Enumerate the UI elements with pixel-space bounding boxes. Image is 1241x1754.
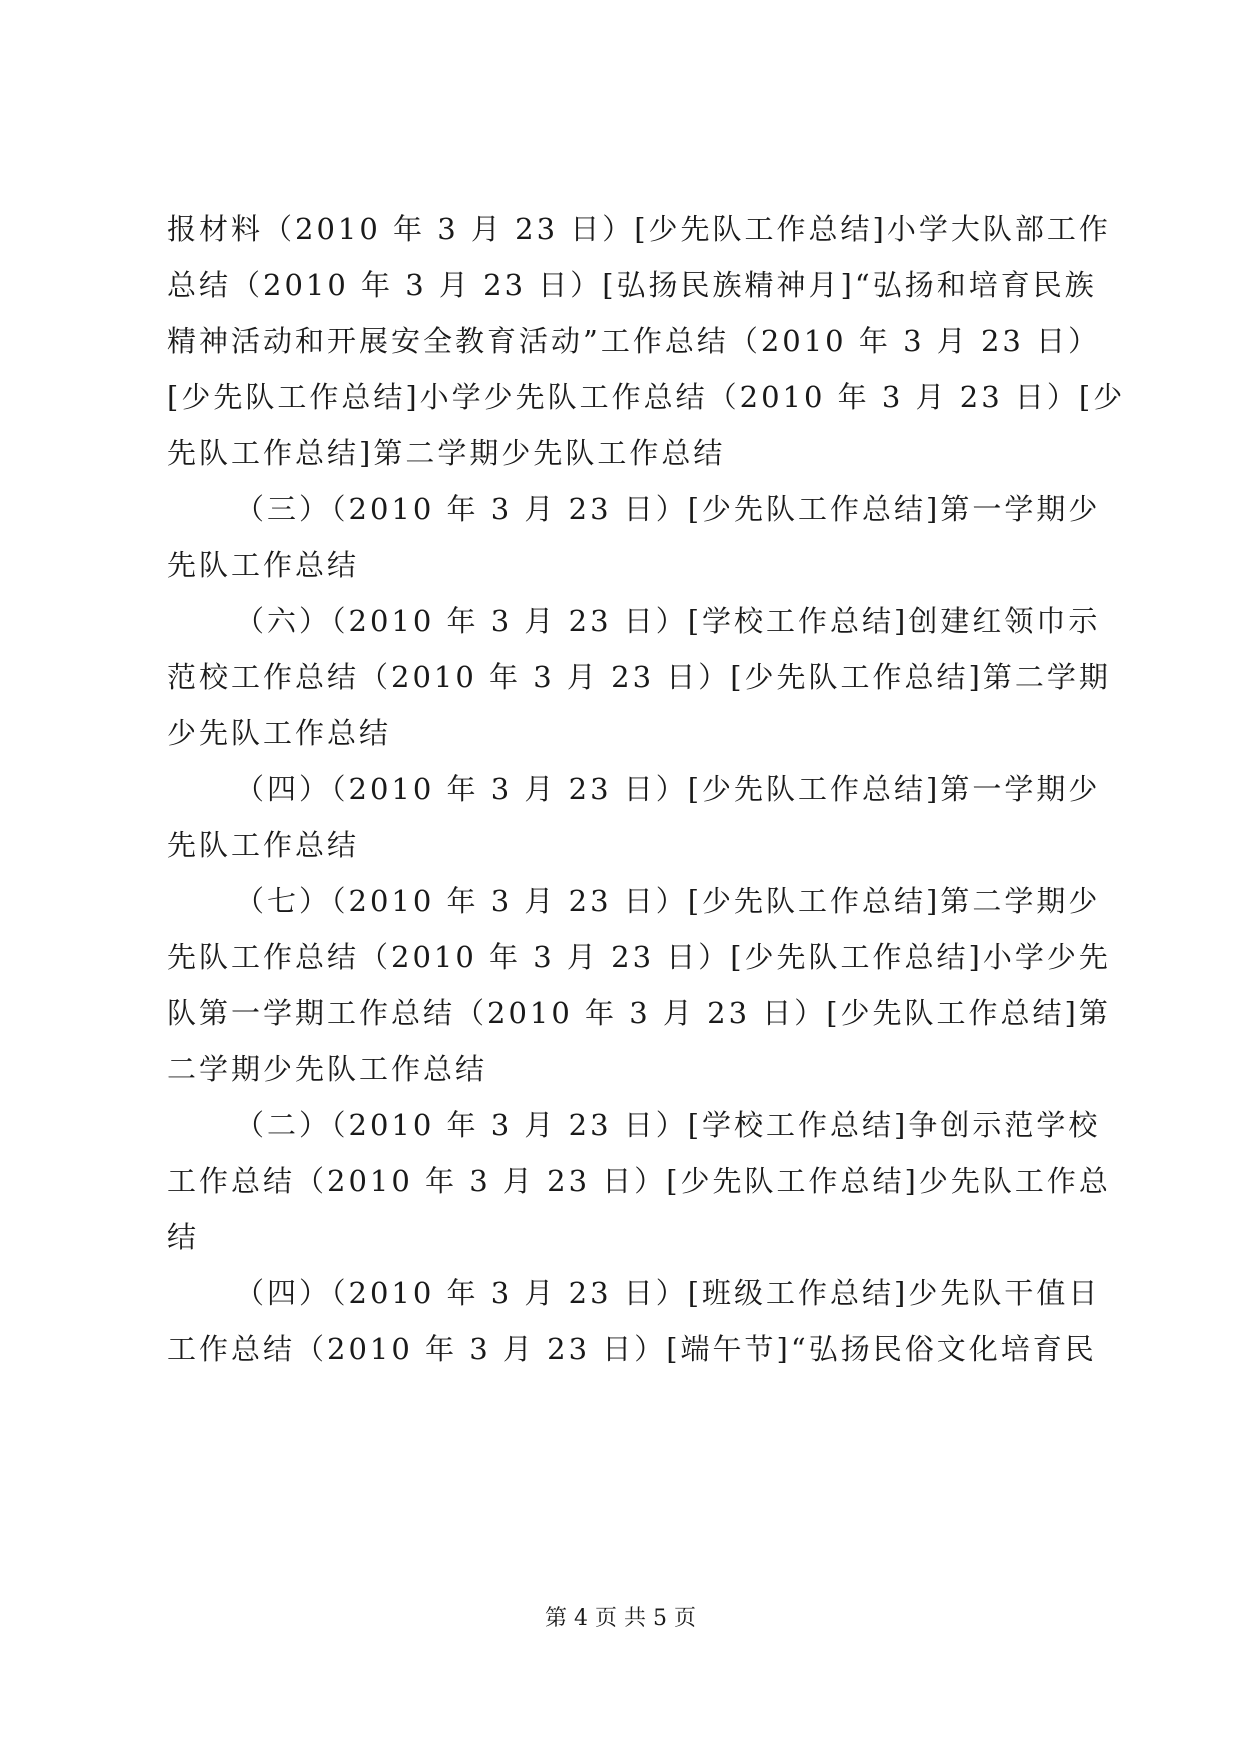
body-line: 精神活动和开展安全教育活动”工作总结（2010 年 3 月 23 日） bbox=[167, 324, 1101, 358]
body-line: 总结（2010 年 3 月 23 日）[弘扬民族精神月]“弘扬和培育民族 bbox=[167, 268, 1097, 302]
page-number-footer: 第 4 页 共 5 页 bbox=[545, 1606, 696, 1631]
body-line: （四）（2010 年 3 月 23 日）[班级工作总结]少先队干值日 bbox=[235, 1276, 1101, 1310]
body-line: 结 bbox=[167, 1220, 200, 1254]
body-line: 范校工作总结（2010 年 3 月 23 日）[少先队工作总结]第二学期 bbox=[167, 660, 1111, 694]
body-line: 先队工作总结]第二学期少先队工作总结 bbox=[167, 436, 726, 470]
body-line: 二学期少先队工作总结 bbox=[167, 1052, 488, 1086]
body-line: 工作总结（2010 年 3 月 23 日）[端午节]“弘扬民俗文化培育民 bbox=[167, 1332, 1097, 1366]
body-line: （三）（2010 年 3 月 23 日）[少先队工作总结]第一学期少 bbox=[235, 492, 1101, 526]
body-line: 先队工作总结（2010 年 3 月 23 日）[少先队工作总结]小学少先 bbox=[167, 940, 1111, 974]
body-line: 队第一学期工作总结（2010 年 3 月 23 日）[少先队工作总结]第 bbox=[167, 996, 1111, 1030]
body-line: 先队工作总结 bbox=[167, 548, 360, 582]
body-line: 先队工作总结 bbox=[167, 828, 360, 862]
body-line: （四）（2010 年 3 月 23 日）[少先队工作总结]第一学期少 bbox=[235, 772, 1101, 806]
body-line: （二）（2010 年 3 月 23 日）[学校工作总结]争创示范学校 bbox=[235, 1108, 1101, 1142]
body-line: [少先队工作总结]小学少先队工作总结（2010 年 3 月 23 日）[少 bbox=[167, 380, 1126, 414]
body-line: 少先队工作总结 bbox=[167, 716, 392, 750]
body-line: （七）（2010 年 3 月 23 日）[少先队工作总结]第二学期少 bbox=[235, 884, 1101, 918]
body-line: 报材料（2010 年 3 月 23 日）[少先队工作总结]小学大队部工作 bbox=[167, 212, 1111, 246]
body-line: （六）（2010 年 3 月 23 日）[学校工作总结]创建红领巾示 bbox=[235, 604, 1101, 638]
body-line: 工作总结（2010 年 3 月 23 日）[少先队工作总结]少先队工作总 bbox=[167, 1164, 1111, 1198]
